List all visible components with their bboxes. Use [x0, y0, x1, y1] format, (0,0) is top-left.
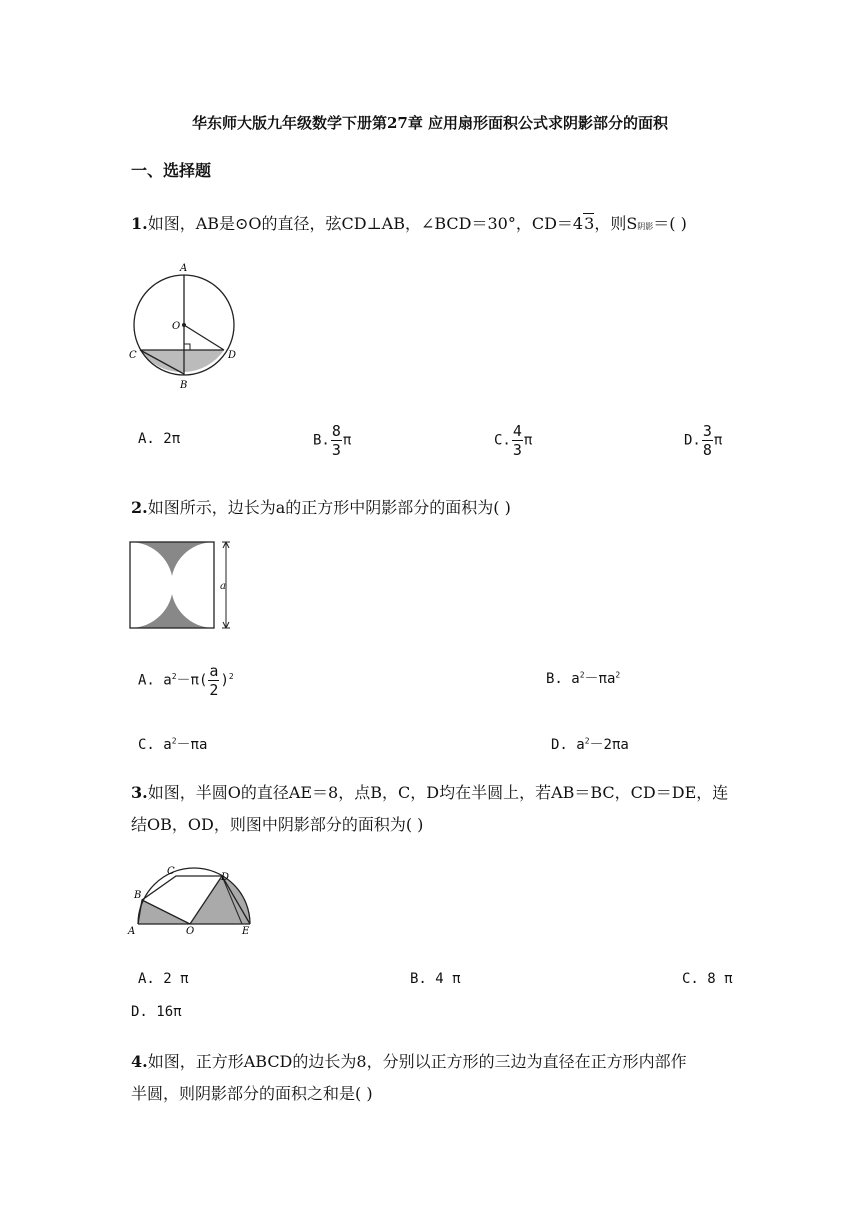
- q3-option-a[interactable]: A. 2 π: [138, 971, 189, 987]
- exponent: 2: [228, 671, 234, 681]
- option-mid: －πa: [176, 737, 208, 753]
- question-text: 如图，半圆O的直径AE＝8，点B，C，D均在半圆上，若AB＝BC，CD＝DE，连: [147, 783, 729, 802]
- question-number: 3.: [131, 783, 148, 802]
- option-mid: －πa: [584, 671, 616, 687]
- option-prefix: B. a: [546, 671, 580, 687]
- question-number: 2.: [131, 498, 148, 517]
- numerator: 8: [331, 422, 341, 440]
- label-A: A: [180, 263, 188, 274]
- denominator: 3: [512, 441, 522, 459]
- denominator: 3: [331, 441, 341, 459]
- question-text-end: ＝( ): [653, 214, 687, 233]
- question-1: [131, 208, 771, 243]
- label-A: A: [128, 926, 136, 937]
- sqrt-value: 3: [584, 214, 595, 233]
- label-O: O: [172, 321, 181, 332]
- figure-semicircle: [126, 864, 256, 938]
- close-paren: ): [220, 672, 229, 689]
- question-text: 如图，正方形ABCD的边长为8，分别以正方形的三边为直径在正方形内部作: [147, 1052, 687, 1071]
- numerator: 3: [702, 422, 712, 440]
- page-title: 华东师大版九年级数学下册第27章 应用扇形面积公式求阴影部分的面积: [191, 114, 669, 132]
- option-prefix: D.: [684, 432, 701, 449]
- option-mid: －π(: [176, 672, 208, 689]
- pi-symbol: π: [713, 432, 723, 449]
- option-prefix: C. a: [138, 737, 172, 753]
- figure-circle: [126, 262, 246, 394]
- fraction: [702, 422, 713, 459]
- pi-symbol: π: [523, 432, 533, 449]
- label-D: D: [221, 872, 230, 883]
- denominator: 2: [209, 681, 219, 699]
- question-text: 如图所示，边长为a的正方形中阴影部分的面积为( ): [147, 498, 511, 517]
- question-4: [131, 1046, 771, 1110]
- label-E: E: [242, 926, 250, 937]
- numerator: a: [209, 662, 219, 680]
- pi-symbol: π: [342, 432, 352, 449]
- question-text-cont: ，则S: [594, 214, 638, 233]
- option-prefix: C.: [494, 432, 511, 449]
- figure-square: [126, 538, 238, 632]
- q1-option-c[interactable]: [494, 422, 532, 459]
- question-number: 4.: [131, 1052, 148, 1071]
- label-a: a: [220, 581, 226, 592]
- label-C: C: [129, 350, 137, 361]
- subscript-shadow: 阴影: [637, 222, 654, 231]
- q3-option-c[interactable]: C. 8 π: [682, 971, 733, 987]
- label-B: B: [180, 380, 188, 391]
- q1-option-a[interactable]: A. 2π: [138, 431, 181, 447]
- label-B: B: [134, 890, 142, 901]
- q3-option-d[interactable]: D. 16π: [131, 1004, 182, 1020]
- option-prefix: B.: [313, 432, 330, 449]
- q2-option-b[interactable]: [546, 668, 620, 688]
- q2-option-d[interactable]: [551, 734, 629, 754]
- q1-option-d[interactable]: [684, 422, 722, 459]
- question-text-line2: 结OB，OD，则图中阴影部分的面积为( ): [131, 815, 424, 834]
- label-C: C: [167, 866, 175, 877]
- question-text: 如图，AB是⊙O的直径，弦CD⊥AB，∠BCD＝30°，CD＝4: [147, 214, 584, 233]
- label-D: D: [228, 350, 237, 361]
- q1-option-b[interactable]: [313, 422, 351, 459]
- q2-option-c[interactable]: [138, 734, 207, 754]
- question-number: 1.: [131, 214, 148, 233]
- option-mid: －2πa: [589, 737, 629, 753]
- option-prefix: D. a: [551, 737, 585, 753]
- question-text-line2: 半圆，则阴影部分的面积之和是( ): [131, 1084, 373, 1103]
- question-3: [131, 777, 771, 841]
- exponent: 2: [579, 670, 585, 680]
- q3-option-b[interactable]: B. 4 π: [410, 971, 461, 987]
- fraction: [331, 422, 342, 459]
- exponent: 2: [171, 736, 177, 746]
- section-heading: 一、选择题: [131, 161, 212, 180]
- question-2: [131, 492, 731, 524]
- denominator: 8: [702, 441, 712, 459]
- exponent: 2: [615, 670, 621, 680]
- q2-option-a[interactable]: [138, 662, 234, 699]
- exponent: 2: [171, 671, 177, 681]
- numerator: 4: [512, 422, 522, 440]
- option-prefix: A. a: [138, 672, 172, 689]
- exponent: 2: [584, 736, 590, 746]
- fraction: [208, 662, 219, 699]
- label-O: O: [186, 926, 195, 937]
- fraction: [512, 422, 523, 459]
